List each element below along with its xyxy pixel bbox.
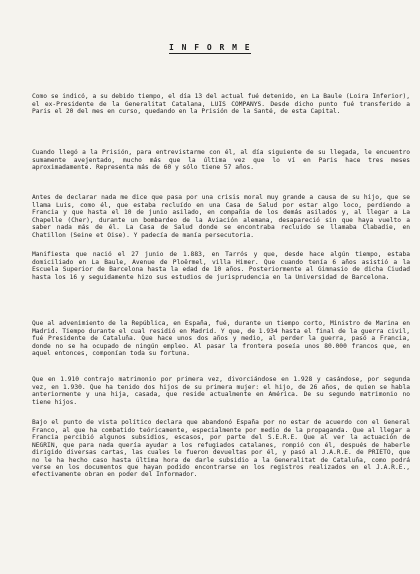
paragraph: Bajo el punto de vista político declara que abandonó España por no estar de acuerdo con el General Franco, al que ha combatido teóricamente, especialmente por medio de la propaganda. Que al llegar a Francia percibió algunos subsidios, escasos, por parte del S.E.R.E. Que al ver la actuación de NEGRIN, que para nada quería ayudar a los refugiados catalanes, rompió con él, después de haberle dirigido diversas cartas, las cuales le fueron devueltas por él, y pasó al J.A.R.E. de PRIETO, que no le ha hecho caso hasta última hora de darle subsidio a la Generalitat de Cataluña, como podrá verse en los documentos que hayan podido encontrarse en los registros realizados en el J.A.R.E., efectivamente obran en poder del Informador. [32,419,410,479]
paragraph: Antes de declarar nada me dice que pasa por una crisis moral muy grande a causa de su hijo, que se llama Luis, como él, que estaba recluído en una Casa de Salud por estar algo loco, perdiendo a Francia y que hasta el 10 de junio asilado, en compañía de los demás asilados y, al llegar a La Chapelle (Cher), durante un bombardeo de la Aviación alemana, desapareció sin que haya vuelto a saber nada más de él. La Casa de Salud donde se encontraba recluido se llamaba Clabadie, en Chatillon (Seine et Oise). Y padecía de manía persecutoria. [32,194,410,239]
paragraph: Cuando llegó a la Prisión, para entrevistarme con él, al día siguiente de su llegada, le encuentro sumamente avejentado, mucho más que la última vez que lo ví en Paris hace tres meses aproximadamente. Representa más de 60 y sólo tiene 57 años. [32,149,410,172]
paragraph: Que al advenimiento de la República, en España, fué, durante un tiempo corto, Ministro de Marina en Madrid. Tiempo durante el cual residió en Madrid. Y que, de 1.934 hasta el final de la guerra civil, fué Presidente de Cataluña. Que hace unos dos años y medio, al perder la guerra, pasó a Francia, donde no se ha ocupado de ningún empleo. Al pasar la frontera poseía unos 80.000 francos que, en aquel entonces, componían toda su fortuna. [32,320,410,358]
paragraph: Como se indicó, a su debido tiempo, el día 13 del actual fué detenido, en La Baule (Loira Inferior), el ex-Presidente de la Generalitat Catalana, LUIS COMPANYS. Desde dicho punto fué transferido a Paris el 20 del mes en curso, quedando en la Prisión de la Santé, de esta Capital. [32,93,410,116]
paragraph: Que en 1.910 contrajo matrimonio por primera vez, divorciándose en 1.928 y casándose, por segunda vez, en 1.930. Que ha tenido dos hijos de su primera mujer: el hijo, de 26 años, de quien se habla anteriormente y una hija, casada, que reside actualmente en América. De su segundo matrimonio no tiene hijos. [32,376,410,406]
document-title [0,43,420,52]
document-title-text: I N F O R M E [168,43,252,52]
paragraph: Manifiesta que nació el 27 junio de 1.883, en Tarrós y que, desde hace algún tiempo, estaba domiciliado en La Baule, Avenue de Ploërmel, villa Himer. Que cuando tenía 6 años asistió a la Escuela Superior de Barcelona hasta la edad de 10 años. Posteriormente al Gimnasio de dicha Ciudad hasta los 16 y seguidamente hizo sus estudios de jurisprudencia en la Universidad de Barcelona. [32,251,410,281]
